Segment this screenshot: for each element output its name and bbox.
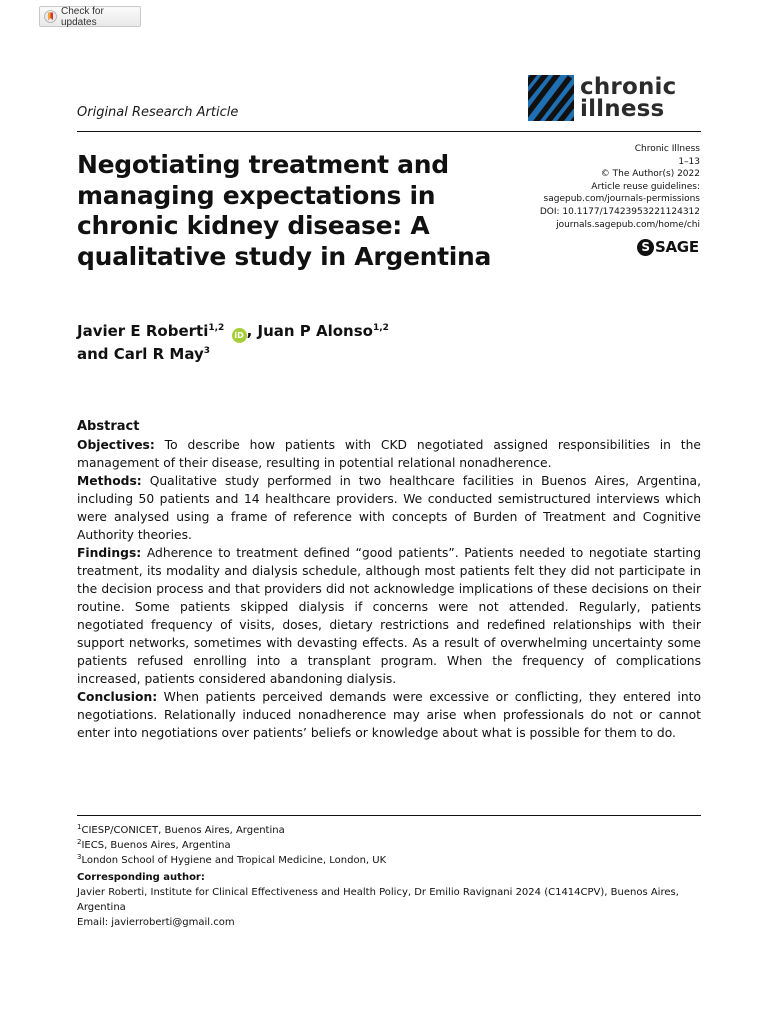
objectives-text: To describe how patients with CKD negotiated assigned responsibilities in the management of their disease, resulting in potential relational nonadherence. (77, 438, 701, 470)
reuse-link[interactable]: sagepub.com/journals-permissions (543, 194, 700, 205)
corresponding-author-address: Javier Roberti, Institute for Clinical Effectiveness and Health Policy, Dr Emilio Ravignani 2024 (C1414CPV), Buenos Aires, Argentina (77, 887, 679, 913)
abstract-objectives (77, 436, 701, 472)
methods-text: Qualitative study performed in two healthcare facilities in Buenos Aires, Argentina, including 50 patients and 14 healthcare providers. We conducted semistructured interviews which were analysed using a frame of reference with concepts of Burden of Treatment and Cognitive Authority theories. (77, 474, 701, 542)
publisher-name: SAGE (655, 238, 699, 256)
journal-logo (528, 75, 702, 121)
page-range: 1–13 (678, 156, 700, 167)
author-list (77, 320, 497, 366)
objectives-label: Objectives: (77, 438, 155, 452)
author-alonso: , Juan P Alonso (246, 322, 373, 340)
affiliation-1-text: CIESP/CONICET, Buenos Aires, Argentina (81, 825, 285, 836)
logo-word-illness: illness (580, 96, 665, 122)
check-for-updates-button[interactable] (39, 6, 141, 27)
conclusion-text: When patients perceived demands were excessive or conflicting, they entered into negotiations. Relationally induced nonadherence may arise when professionals do not or cannot enter into negotiations over patients’ beliefs or knowledge about what is possible for them to do. (77, 690, 701, 740)
journal-homepage-link[interactable]: journals.sagepub.com/home/chi (556, 219, 700, 230)
article-title: Negotiating treatment and managing expectations in chronic kidney disease: A qualitative study in Argentina (77, 150, 492, 271)
journal-name: Chronic Illness (634, 144, 700, 154)
affiliation-2-number: 2 (77, 838, 82, 846)
conclusion-label: Conclusion: (77, 690, 158, 704)
abstract-conclusion (77, 688, 701, 742)
corresponding-author-heading: Corresponding author: (77, 872, 205, 883)
abstract-findings (77, 544, 701, 688)
abstract-methods (77, 472, 701, 544)
article-type: Original Research Article (77, 105, 239, 120)
reuse-label: Article reuse guidelines: (591, 181, 700, 192)
author-roberti-affiliation: 1,2 (208, 323, 225, 333)
logo-word-chronic: chronic (580, 74, 677, 100)
author-roberti: Javier E Roberti (77, 322, 209, 340)
footnotes (77, 823, 701, 930)
findings-label: Findings: (77, 546, 142, 560)
affiliation-2 (77, 838, 701, 853)
author-may-affiliation: 3 (203, 346, 211, 356)
journal-meta (480, 143, 700, 231)
findings-text: Adherence to treatment defined “good patients”. Patients needed to negotiate starting treatment, its modality and dialysis schedule, although most patients felt they did not participate in the decision process and that providers did not acknowledge implications of these decisions on their routine. Some patients skipped dialysis if concerns were not attended. Regularly, patients negotiated frequency of visits, doses, dietary restrictions and redefined relationships with their support networks, sometimes with devasting effects. As a result of overwhelming uncertainty some patients refused enrolling into a transplant program. When the frequency of complications increased, patients considered abandoning dialysis. (77, 546, 701, 686)
abstract (77, 418, 701, 742)
affiliation-1 (77, 823, 701, 838)
publisher-logo (637, 238, 699, 256)
abstract-heading: Abstract (77, 419, 140, 434)
footnote-divider (77, 815, 701, 816)
affiliation-3 (77, 853, 701, 868)
journal-logo-stripes-icon (528, 75, 574, 121)
affiliation-3-text: London School of Hygiene and Tropical Medicine, London, UK (81, 855, 387, 866)
methods-label: Methods: (77, 474, 142, 488)
affiliation-2-text: IECS, Buenos Aires, Argentina (81, 840, 231, 851)
corresponding-author-email[interactable]: Email: javierroberti@gmail.com (77, 917, 235, 928)
affiliation-3-number: 3 (77, 853, 82, 861)
crossmark-icon (44, 10, 57, 23)
author-alonso-affiliation: 1,2 (372, 323, 389, 333)
affiliation-1-number: 1 (77, 823, 82, 831)
check-for-updates-label: Check for updates (61, 5, 104, 28)
sage-s-icon: S (637, 239, 654, 256)
header-divider (77, 131, 701, 132)
author-may: and Carl R May (77, 345, 204, 363)
copyright: © The Author(s) 2022 (600, 169, 700, 180)
orcid-icon[interactable]: iD (232, 328, 247, 343)
doi-link[interactable]: DOI: 10.1177/17423953221124312 (539, 206, 700, 217)
